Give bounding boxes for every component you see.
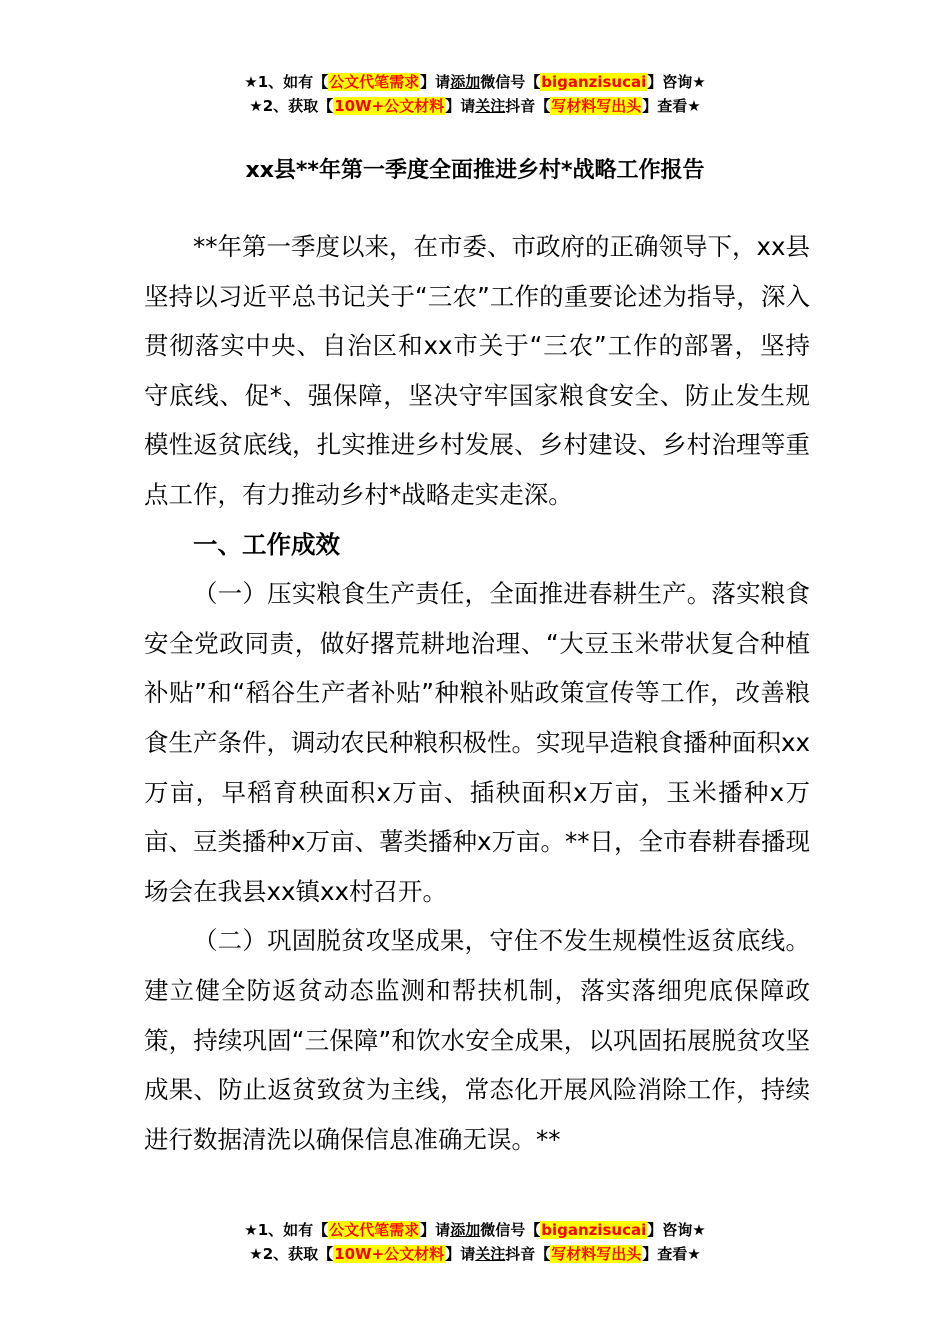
- highlight-douyin-id: 写材料写出头: [551, 97, 642, 115]
- highlight-douyin-id: 写材料写出头: [551, 1245, 642, 1263]
- header-banner: [0, 70, 950, 118]
- banner-line-1: ★1、如有【公文代笔需求】请添加微信号【biganzisucai】咨询★: [244, 1221, 706, 1239]
- paragraph-grain-production: （一）压实粮食生产责任，全面推进春耕生产。落实粮食安全党政同责，做好撂荒耕地治理、“大豆玉米带状复合种植补贴”和“稻谷生产者补贴”种粮补贴政策宣传等工作，改善粮食生产条件，调动农民种粮积极性。实现早造粮食播种面积xx万亩，早稻育秧面积x万亩、插秧面积x万亩，玉米播种x万亩、豆类播种x万亩、薯类播种x万亩。**日，全市春耕春播现场会在我县xx镇xx村召开。: [144, 579, 810, 906]
- paragraph-poverty-alleviation: （二）巩固脱贫攻坚成果，守住不发生规模性返贫底线。建立健全防返贫动态监测和帮扶机制，落实落细兜底保障政策，持续巩固“三保障”和饮水安全成果，以巩固拓展脱贫攻坚成果、防止返贫致贫为主线，常态化开展风险消除工作，持续进行数据清洗以确保信息准确无误。**: [144, 926, 810, 1154]
- document-body: [144, 222, 810, 1164]
- banner-line-1: ★1、如有【公文代笔需求】请添加微信号【biganzisucai】咨询★: [244, 73, 706, 91]
- highlight-wechat-id: biganzisucai: [541, 1221, 647, 1239]
- document-title: xx县**年第一季度全面推进乡村*战略工作报告: [245, 158, 705, 183]
- footer-banner: [0, 1218, 950, 1266]
- section-heading: 一、工作成效: [193, 529, 340, 559]
- intro-paragraph: **年第一季度以来，在市委、市政府的正确领导下，xx县坚持以习近平总书记关于“三农”工作的重要论述为指导，深入贯彻落实中央、自治区和xx市关于“三农”工作的部署，坚持守底线、促*、强保障，坚决守牢国家粮食安全、防止发生规模性返贫底线，扎实推进乡村发展、乡村建设、乡村治理等重点工作，有力推动乡村*战略走实走深。: [144, 232, 810, 509]
- banner-line-2: ★2、获取【10W+公文材料】请关注抖音【写材料写出头】查看★: [249, 1245, 701, 1263]
- highlight-materials: 10W+公文材料: [334, 1245, 445, 1263]
- highlight-wechat-id: biganzisucai: [541, 73, 647, 91]
- highlight-service: 公文代笔需求: [329, 73, 420, 91]
- banner-line-2: ★2、获取【10W+公文材料】请关注抖音【写材料写出头】查看★: [249, 97, 701, 115]
- highlight-service: 公文代笔需求: [329, 1221, 420, 1239]
- highlight-materials: 10W+公文材料: [334, 97, 445, 115]
